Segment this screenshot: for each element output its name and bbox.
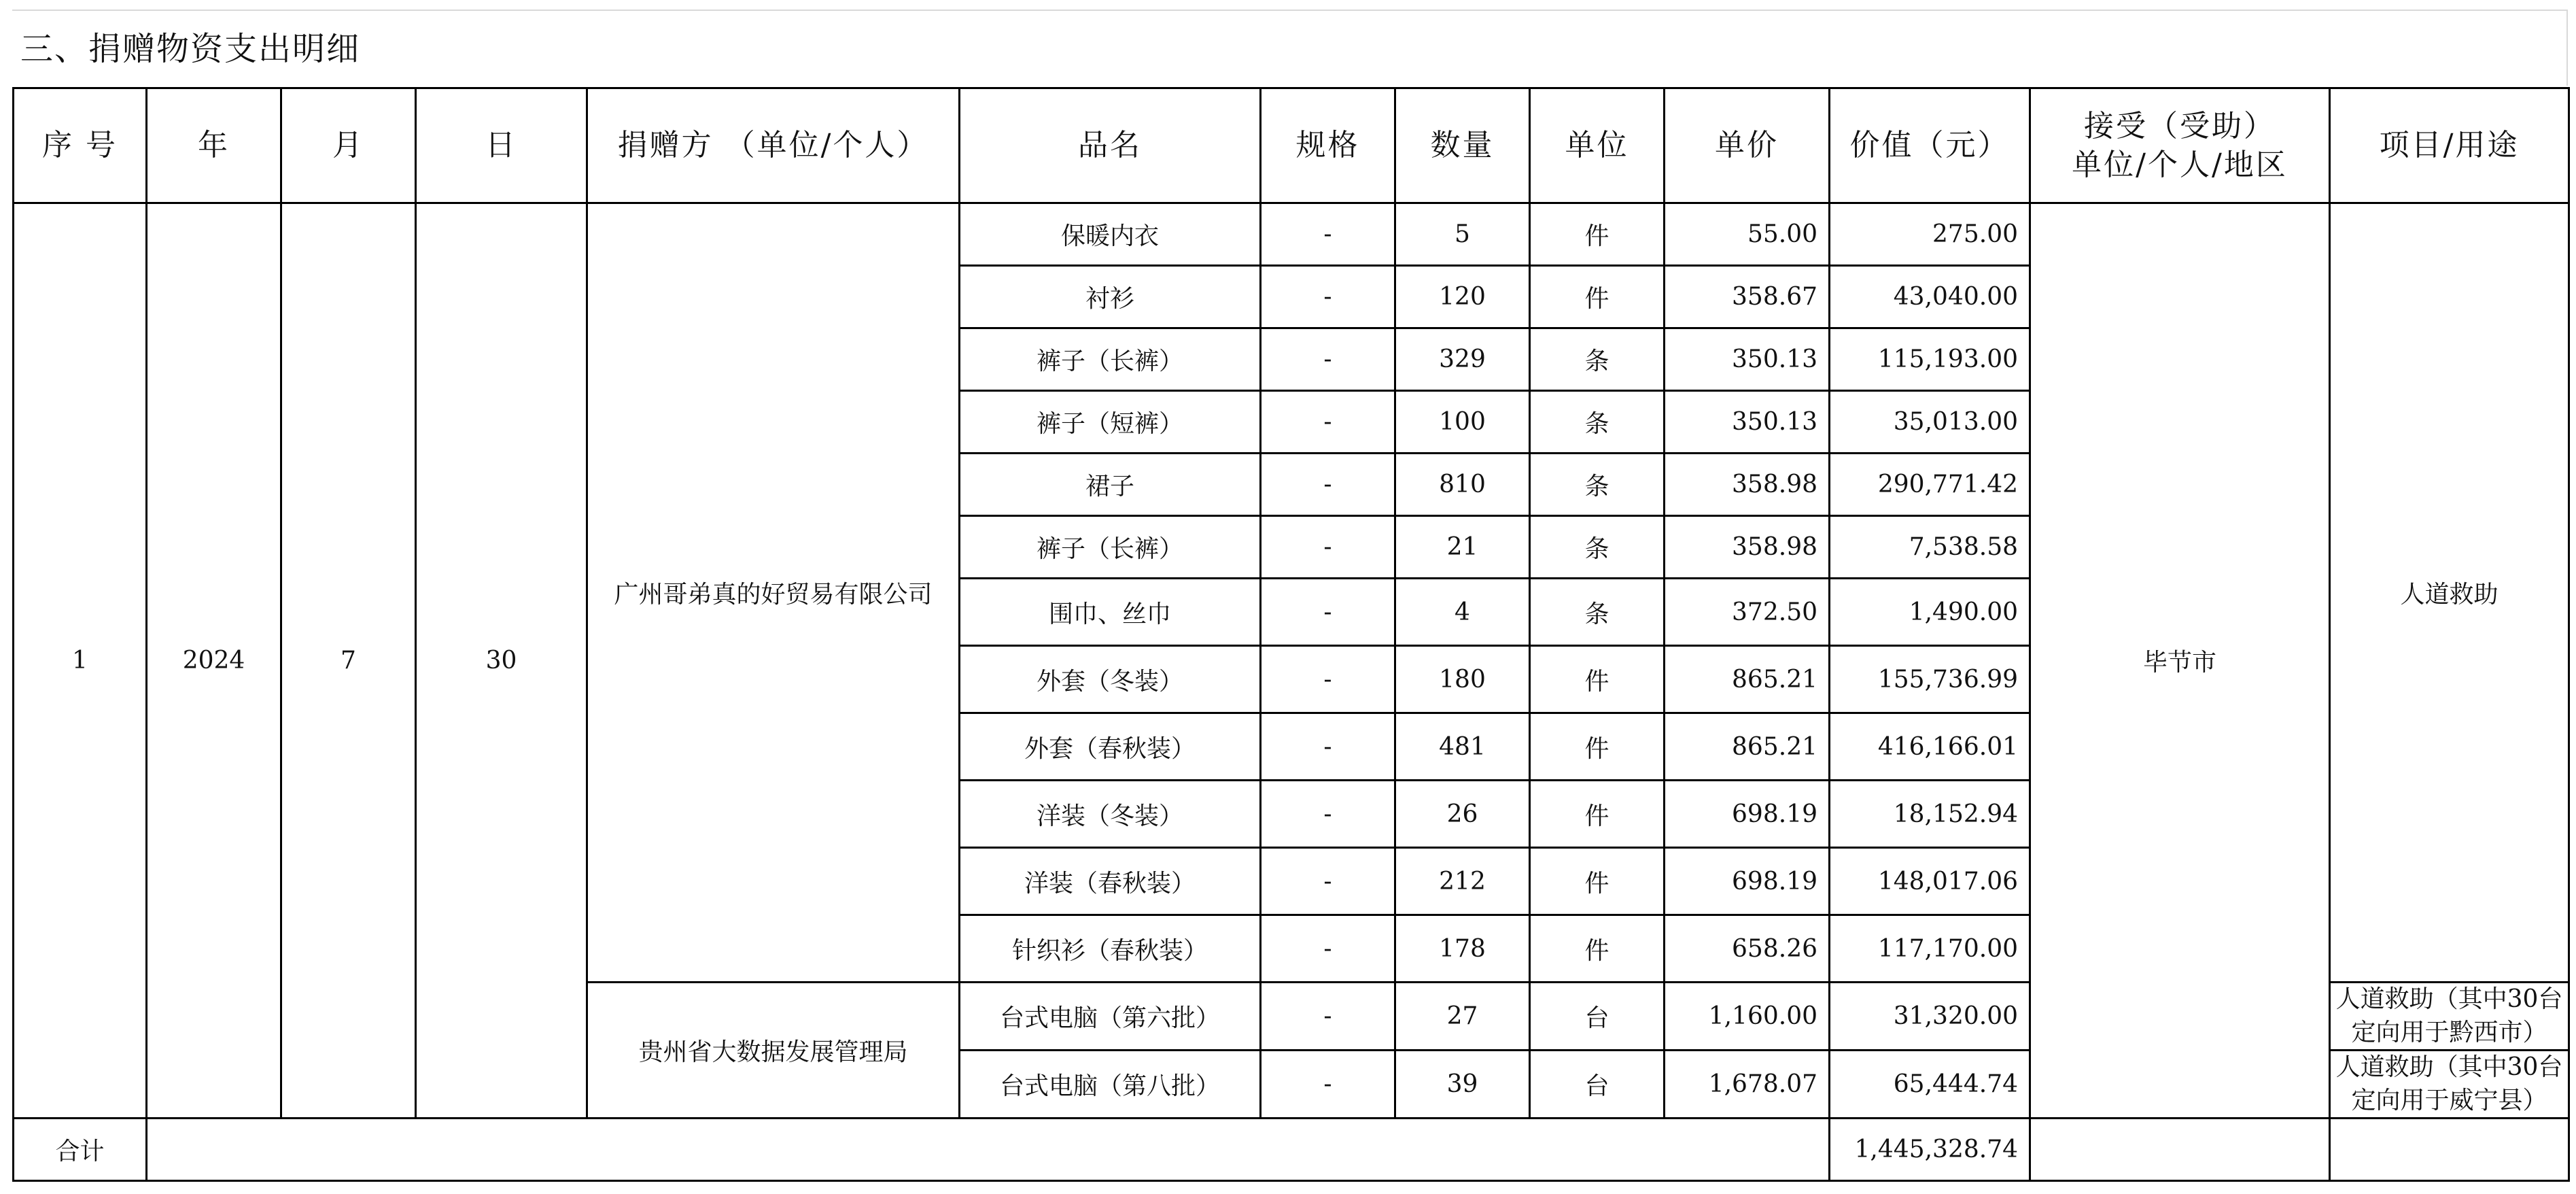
unit-cell: 条 [1530, 516, 1665, 579]
unit-cell: 件 [1530, 848, 1665, 915]
purpose-cell: 人道救助（其中30台定向用于威宁县） [2330, 1051, 2569, 1119]
item-name-cell: 衬衫 [960, 266, 1261, 328]
qty-cell: 26 [1395, 781, 1530, 848]
total-blank-cell [147, 1119, 1830, 1181]
unit-cell: 件 [1530, 713, 1665, 781]
price-cell: 372.50 [1665, 579, 1830, 646]
table-row [14, 203, 2569, 266]
spec-cell: - [1261, 1051, 1395, 1119]
item-name-cell: 保暖内衣 [960, 203, 1261, 266]
header-year: 年 [147, 88, 281, 203]
unit-cell: 台 [1530, 1051, 1665, 1119]
price-cell: 865.21 [1665, 646, 1830, 713]
qty-cell: 27 [1395, 983, 1530, 1051]
value-cell: 35,013.00 [1830, 391, 2030, 454]
price-cell: 55.00 [1665, 203, 1830, 266]
donor-cell: 贵州省大数据发展管理局 [587, 983, 960, 1119]
value-cell: 43,040.00 [1830, 266, 2030, 328]
value-cell: 117,170.00 [1830, 915, 2030, 983]
value-cell: 31,320.00 [1830, 983, 2030, 1051]
qty-cell: 481 [1395, 713, 1530, 781]
price-cell: 358.98 [1665, 516, 1830, 579]
spec-cell: - [1261, 848, 1395, 915]
unit-cell: 条 [1530, 391, 1665, 454]
header-seq: 序 号 [14, 88, 147, 203]
item-name-cell: 裤子（长裤） [960, 516, 1261, 579]
header-price: 单价 [1665, 88, 1830, 203]
value-cell: 275.00 [1830, 203, 2030, 266]
qty-cell: 5 [1395, 203, 1530, 266]
header-spec: 规格 [1261, 88, 1395, 203]
seq-cell: 1 [14, 203, 147, 1119]
qty-cell: 21 [1395, 516, 1530, 579]
qty-cell: 178 [1395, 915, 1530, 983]
item-name-cell: 裤子（短裤） [960, 391, 1261, 454]
header-value: 价值（元） [1830, 88, 2030, 203]
year-cell: 2024 [147, 203, 281, 1119]
unit-cell: 件 [1530, 915, 1665, 983]
price-cell: 350.13 [1665, 328, 1830, 391]
unit-cell: 条 [1530, 328, 1665, 391]
spec-cell: - [1261, 781, 1395, 848]
value-cell: 155,736.99 [1830, 646, 2030, 713]
item-name-cell: 围巾、丝巾 [960, 579, 1261, 646]
header-unit: 单位 [1530, 88, 1665, 203]
header-receiver-line2: 单位/个人/地区 [2072, 148, 2288, 182]
item-name-cell: 洋装（冬装） [960, 781, 1261, 848]
total-row [14, 1119, 2569, 1181]
spec-cell: - [1261, 203, 1395, 266]
price-cell: 1,160.00 [1665, 983, 1830, 1051]
item-name-cell: 裙子 [960, 454, 1261, 516]
unit-cell: 条 [1530, 454, 1665, 516]
header-donor: 捐赠方 （单位/个人） [587, 88, 960, 203]
unit-cell: 件 [1530, 266, 1665, 328]
qty-cell: 329 [1395, 328, 1530, 391]
item-name-cell: 台式电脑（第八批） [960, 1051, 1261, 1119]
item-name-cell: 外套（冬装） [960, 646, 1261, 713]
spec-cell: - [1261, 391, 1395, 454]
donor-cell: 广州哥弟真的好贸易有限公司 [587, 203, 960, 983]
qty-cell: 39 [1395, 1051, 1530, 1119]
value-cell: 65,444.74 [1830, 1051, 2030, 1119]
unit-cell: 台 [1530, 983, 1665, 1051]
spec-cell: - [1261, 579, 1395, 646]
header-qty: 数量 [1395, 88, 1530, 203]
price-cell: 350.13 [1665, 391, 1830, 454]
item-name-cell: 外套（春秋装） [960, 713, 1261, 781]
purpose-cell: 人道救助（其中30台定向用于黔西市） [2330, 983, 2569, 1051]
spec-cell: - [1261, 454, 1395, 516]
header-item-name: 品名 [960, 88, 1261, 203]
item-name-cell: 针织衫（春秋装） [960, 915, 1261, 983]
spec-cell: - [1261, 713, 1395, 781]
qty-cell: 120 [1395, 266, 1530, 328]
header-row [14, 88, 2569, 203]
price-cell: 658.26 [1665, 915, 1830, 983]
value-cell: 290,771.42 [1830, 454, 2030, 516]
purpose-cell: 人道救助 [2330, 203, 2569, 983]
header-purpose: 项目/用途 [2330, 88, 2569, 203]
qty-cell: 180 [1395, 646, 1530, 713]
total-label: 合计 [14, 1119, 147, 1181]
value-cell: 1,490.00 [1830, 579, 2030, 646]
item-name-cell: 裤子（长裤） [960, 328, 1261, 391]
spec-cell: - [1261, 915, 1395, 983]
price-cell: 865.21 [1665, 713, 1830, 781]
item-name-cell: 台式电脑（第六批） [960, 983, 1261, 1051]
spec-cell: - [1261, 516, 1395, 579]
header-receiver [2030, 88, 2330, 203]
item-name-cell: 洋装（春秋装） [960, 848, 1261, 915]
total-value: 1,445,328.74 [1830, 1119, 2030, 1181]
header-month: 月 [281, 88, 416, 203]
total-receiver-blank [2030, 1119, 2330, 1181]
value-cell: 7,538.58 [1830, 516, 2030, 579]
month-cell: 7 [281, 203, 416, 1119]
qty-cell: 100 [1395, 391, 1530, 454]
spec-cell: - [1261, 266, 1395, 328]
unit-cell: 件 [1530, 781, 1665, 848]
value-cell: 18,152.94 [1830, 781, 2030, 848]
qty-cell: 4 [1395, 579, 1530, 646]
qty-cell: 810 [1395, 454, 1530, 516]
receiver-cell: 毕节市 [2030, 203, 2330, 1119]
header-day: 日 [416, 88, 587, 203]
value-cell: 115,193.00 [1830, 328, 2030, 391]
qty-cell: 212 [1395, 848, 1530, 915]
price-cell: 358.67 [1665, 266, 1830, 328]
unit-cell: 件 [1530, 646, 1665, 713]
spec-cell: - [1261, 328, 1395, 391]
unit-cell: 件 [1530, 203, 1665, 266]
section-title: 三、捐赠物资支出明细 [12, 10, 2568, 86]
price-cell: 698.19 [1665, 848, 1830, 915]
price-cell: 698.19 [1665, 781, 1830, 848]
price-cell: 358.98 [1665, 454, 1830, 516]
header-receiver-line1: 接受（受助） [2084, 108, 2276, 143]
total-purpose-blank [2330, 1119, 2569, 1181]
price-cell: 1,678.07 [1665, 1051, 1830, 1119]
donation-expense-table [12, 87, 2570, 1182]
spec-cell: - [1261, 646, 1395, 713]
spec-cell: - [1261, 983, 1395, 1051]
day-cell: 30 [416, 203, 587, 1119]
unit-cell: 条 [1530, 579, 1665, 646]
value-cell: 148,017.06 [1830, 848, 2030, 915]
value-cell: 416,166.01 [1830, 713, 2030, 781]
